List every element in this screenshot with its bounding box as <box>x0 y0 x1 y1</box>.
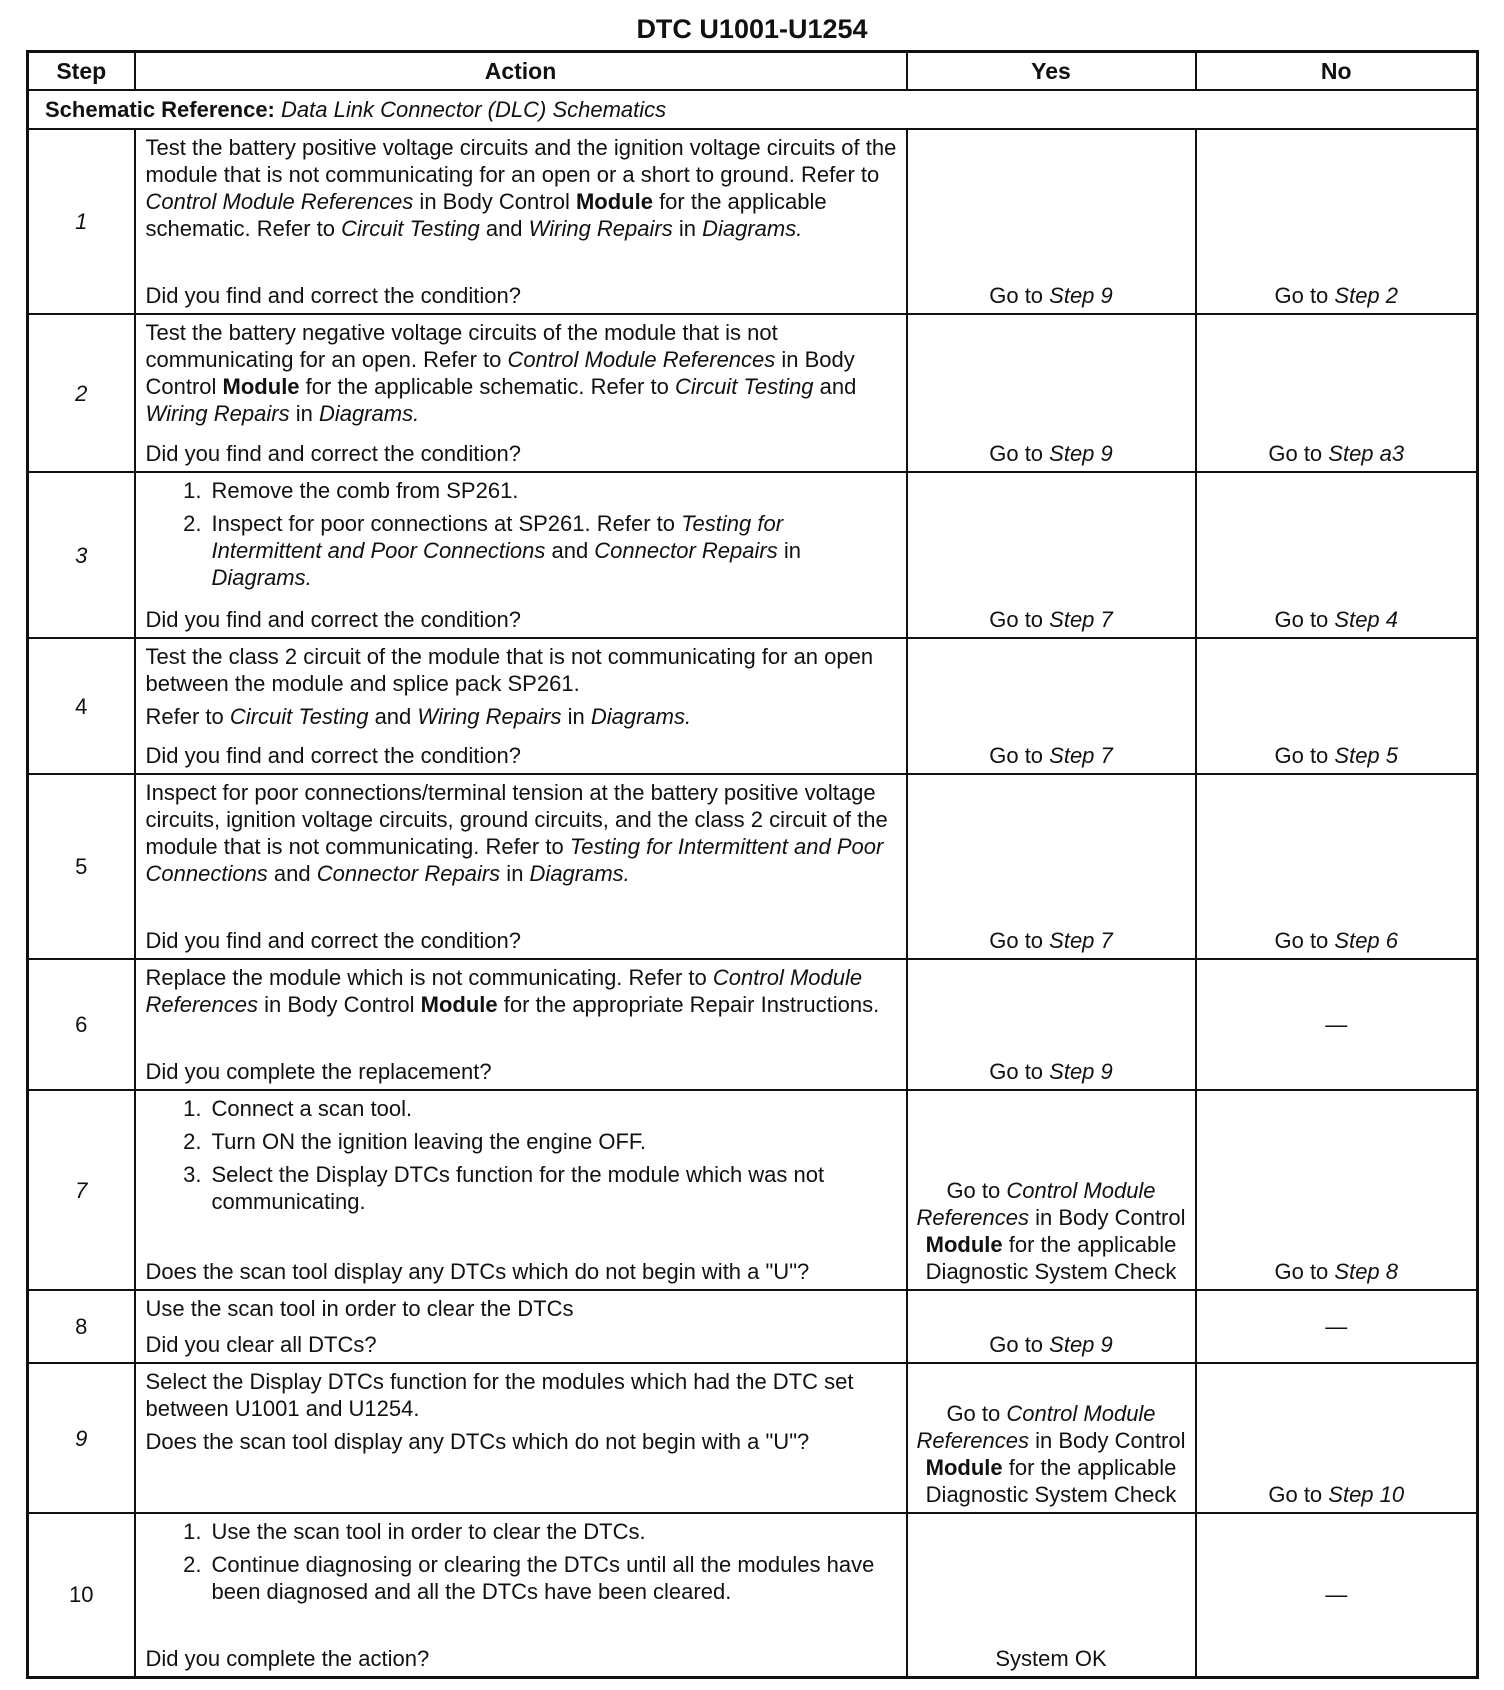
action-cell <box>135 1363 907 1513</box>
text-segment: Go to <box>1274 1259 1335 1284</box>
action-cell <box>135 472 907 638</box>
text-segment: Diagrams. <box>211 565 312 590</box>
action-question: Did you find and correct the condition? <box>145 743 521 768</box>
text-segment: Step 7 <box>1049 928 1113 953</box>
yes-result <box>907 638 1196 774</box>
text-segment: Go to <box>989 1332 1050 1357</box>
yes-result <box>907 129 1196 314</box>
text-segment: Circuit Testing <box>341 216 480 241</box>
text-segment: Select the Display DTCs function for the modules which had the DTC set between U1001 and U1254. <box>145 1369 854 1421</box>
step-number: 4 <box>28 638 135 774</box>
header-row <box>28 52 1478 91</box>
text-segment: and <box>479 216 529 241</box>
table-row <box>28 1090 1478 1290</box>
action-paragraph <box>146 703 898 730</box>
text-segment: Diagrams. <box>590 704 692 729</box>
action-cell <box>135 1090 907 1290</box>
text-segment: in Body Control <box>145 347 855 399</box>
header-yes: Yes <box>907 52 1196 91</box>
yes-result <box>907 774 1196 959</box>
action-cell <box>135 314 907 472</box>
text-segment: Does the scan tool display any DTCs which do not begin with a "U"? <box>145 1429 810 1454</box>
text-segment: Test the battery positive voltage circuits and the ignition voltage circuits of the module that is not communicating for an open or a short to ground. Refer to <box>145 135 897 187</box>
text-segment: Connector Repairs <box>316 861 501 886</box>
diagnostic-table <box>26 50 1479 1679</box>
text-segment: Go to <box>989 441 1050 466</box>
yes-result <box>907 1513 1196 1677</box>
action-cell <box>135 129 907 314</box>
text-segment: Diagrams. <box>529 861 630 886</box>
yes-result <box>907 1363 1196 1513</box>
schematic-link[interactable]: Data Link Connector (DLC) Schematics <box>281 97 667 122</box>
text-segment: for the applicable Diagnostic System Check <box>925 1232 1177 1284</box>
action-question: Did you find and correct the condition? <box>145 283 521 308</box>
no-result <box>1196 1363 1478 1513</box>
text-segment: Step 7 <box>1049 743 1113 768</box>
text-segment: Diagrams. <box>318 401 420 426</box>
action-question: Does the scan tool display any DTCs which do not begin with a "U"? <box>145 1259 810 1284</box>
list-text <box>212 1161 898 1215</box>
text-segment: for the applicable Diagnostic System Check <box>925 1455 1177 1507</box>
yes-result <box>907 959 1196 1090</box>
action-paragraph <box>146 1368 898 1422</box>
text-segment: Continue diagnosing or clearing the DTCs until all the modules have been diagnosed and all the DTCs have been cleared. <box>211 1552 875 1604</box>
text-segment: in Body Control <box>1028 1205 1186 1230</box>
text-segment: Step 9 <box>1049 1059 1113 1084</box>
text-segment: Wiring Repairs <box>417 704 562 729</box>
text-segment: Module <box>925 1455 1003 1480</box>
text-segment: in Body Control <box>1028 1428 1186 1453</box>
step-number: 6 <box>28 959 135 1090</box>
text-segment: Go to <box>989 743 1050 768</box>
step-number: 10 <box>28 1513 135 1677</box>
text-segment: Testing for Intermittent and Poor Connections <box>145 834 884 886</box>
step-number: 2 <box>28 314 135 472</box>
text-segment: Step 7 <box>1049 607 1113 632</box>
text-segment: Use the scan tool in order to clear the DTCs. <box>211 1519 646 1544</box>
step-number: 3 <box>28 472 135 638</box>
text-segment: and <box>368 704 418 729</box>
schematic-label: Schematic Reference: <box>45 97 275 122</box>
text-segment: Control Module References <box>145 189 414 214</box>
header-action: Action <box>135 52 907 91</box>
text-segment: for the applicable schematic. Refer to <box>299 374 675 399</box>
schematic-row <box>28 90 1478 129</box>
text-segment: Step 9 <box>1049 283 1113 308</box>
action-question: Did you clear all DTCs? <box>145 1332 377 1357</box>
list-number: 1. <box>183 478 202 503</box>
list-text <box>212 1128 647 1155</box>
step-number: 5 <box>28 774 135 959</box>
text-segment: Test the class 2 circuit of the module that is not communicating for an open between the module and splice pack SP261. <box>145 644 874 696</box>
no-result <box>1196 314 1478 472</box>
text-segment: Step 9 <box>1049 441 1113 466</box>
text-segment: Wiring Repairs <box>145 401 290 426</box>
text-segment: Go to <box>1268 1482 1329 1507</box>
text-segment: for the applicable schematic. Refer to <box>145 189 827 241</box>
text-segment: Select the Display DTCs function for the module which was not communicating. <box>211 1162 825 1214</box>
table-row <box>28 472 1478 638</box>
text-segment: Go to <box>989 607 1050 632</box>
no-result-none: — <box>1196 959 1478 1090</box>
text-segment: Control Module References <box>145 965 863 1017</box>
text-segment: Remove the comb from SP261. <box>211 478 519 503</box>
text-segment: in <box>561 704 591 729</box>
list-number: 3. <box>183 1162 202 1187</box>
action-paragraph <box>146 134 898 242</box>
text-segment: in <box>289 401 319 426</box>
text-segment: and <box>813 374 857 399</box>
list-text <box>212 1518 646 1545</box>
text-segment: Go to <box>989 1059 1050 1084</box>
action-cell <box>135 638 907 774</box>
text-segment: in <box>777 538 801 563</box>
yes-result <box>907 314 1196 472</box>
table-row <box>28 1290 1478 1363</box>
no-result-none: — <box>1196 1513 1478 1677</box>
list-text <box>212 477 519 504</box>
text-segment: in <box>672 216 703 241</box>
text-segment: Step 2 <box>1334 283 1399 308</box>
table-row <box>28 1363 1478 1513</box>
list-number: 1. <box>183 1519 202 1544</box>
step-number: 1 <box>28 129 135 314</box>
yes-result <box>907 472 1196 638</box>
text-segment: Control Module References <box>916 1178 1156 1230</box>
action-paragraph <box>146 1428 898 1455</box>
list-number: 2. <box>183 511 202 536</box>
action-cell <box>135 1513 907 1677</box>
no-result-none: — <box>1196 1290 1478 1363</box>
text-segment: Use the scan tool in order to clear the DTCs <box>145 1296 574 1321</box>
action-list-item <box>146 1551 898 1605</box>
action-paragraph <box>146 319 898 427</box>
action-question: Did you find and correct the condition? <box>145 928 521 953</box>
text-segment: Diagrams. <box>702 216 803 241</box>
action-paragraph <box>146 1295 898 1322</box>
action-question: Did you find and correct the condition? <box>145 607 521 632</box>
text-segment: Go to <box>946 1178 1007 1203</box>
text-segment: Step 9 <box>1049 1332 1113 1357</box>
text-segment: Go to <box>989 283 1050 308</box>
action-question: Did you complete the replacement? <box>145 1059 492 1084</box>
action-question: Did you find and correct the condition? <box>145 441 521 466</box>
text-segment: in Body Control <box>413 189 576 214</box>
text-segment: Turn ON the ignition leaving the engine OFF. <box>211 1129 647 1154</box>
table-row <box>28 959 1478 1090</box>
text-segment: Refer to <box>145 704 230 729</box>
text-segment: Go to <box>1274 607 1335 632</box>
action-list-item <box>146 510 898 591</box>
table-row <box>28 638 1478 774</box>
no-result <box>1196 638 1478 774</box>
text-segment: and <box>545 538 595 563</box>
text-segment: for the appropriate Repair Instructions. <box>497 992 880 1017</box>
text-segment: Go to <box>1268 441 1329 466</box>
table-row <box>28 129 1478 314</box>
page-title: DTC U1001-U1254 <box>636 14 868 44</box>
text-segment: Go to <box>946 1401 1007 1426</box>
action-list-item <box>146 477 898 504</box>
text-segment: Module <box>575 189 653 214</box>
text-segment: Control Module References <box>507 347 776 372</box>
text-segment: and <box>267 861 317 886</box>
text-segment: Inspect for poor connections at SP261. Refer to <box>211 511 682 536</box>
action-list-item <box>146 1161 898 1215</box>
action-question: Did you complete the action? <box>145 1645 430 1671</box>
no-result <box>1196 1090 1478 1290</box>
action-cell <box>135 959 907 1090</box>
text-segment: Module <box>925 1232 1003 1257</box>
yes-result <box>907 1290 1196 1363</box>
text-segment: Step 5 <box>1334 743 1399 768</box>
header-step: Step <box>28 52 135 91</box>
text-segment: Step 4 <box>1334 607 1399 632</box>
text-segment: Step a3 <box>1328 441 1405 466</box>
text-segment: Replace the module which is not communicating. Refer to <box>145 965 713 990</box>
action-paragraph <box>146 964 898 1018</box>
text-segment: Wiring Repairs <box>528 216 673 241</box>
list-number: 2. <box>183 1552 202 1577</box>
text-segment: System OK <box>995 1645 1107 1671</box>
step-number: 8 <box>28 1290 135 1363</box>
text-segment: Control Module References <box>916 1401 1156 1453</box>
text-segment: Go to <box>1274 283 1335 308</box>
action-paragraph <box>146 643 898 697</box>
text-segment: Circuit Testing <box>674 374 814 399</box>
header-no: No <box>1196 52 1478 91</box>
text-segment: in <box>500 861 530 886</box>
list-text <box>212 510 898 591</box>
action-list-item <box>146 1128 898 1155</box>
list-number: 1. <box>183 1096 202 1121</box>
action-paragraph <box>146 779 898 887</box>
table-row <box>28 774 1478 959</box>
table-row <box>28 1513 1478 1677</box>
text-segment: Test the battery negative voltage circuits of the module that is not communicating for an open. Refer to <box>145 320 778 372</box>
text-segment: Go to <box>1274 928 1335 953</box>
step-number: 9 <box>28 1363 135 1513</box>
text-segment: Go to <box>989 928 1050 953</box>
step-number: 7 <box>28 1090 135 1290</box>
action-list-item <box>146 1518 898 1545</box>
no-result <box>1196 774 1478 959</box>
text-segment: Circuit Testing <box>229 704 369 729</box>
list-text <box>212 1095 413 1122</box>
action-list-item <box>146 1095 898 1122</box>
text-segment: Connect a scan tool. <box>211 1096 413 1121</box>
text-segment: Step 10 <box>1328 1482 1405 1507</box>
text-segment: Inspect for poor connections/terminal tension at the battery positive voltage circuits, ignition voltage circuits, ground circuits, and the class 2 circuit of the module that is not communicating. Refer to <box>145 780 888 859</box>
text-segment: Step 6 <box>1334 928 1399 953</box>
list-number: 2. <box>183 1129 202 1154</box>
text-segment: in Body Control <box>258 992 421 1017</box>
text-segment: Connector Repairs <box>594 538 778 563</box>
action-cell <box>135 1290 907 1363</box>
text-segment: Module <box>222 374 300 399</box>
text-segment: Go to <box>1274 743 1335 768</box>
yes-result <box>907 1090 1196 1290</box>
no-result <box>1196 129 1478 314</box>
text-segment: Module <box>420 992 498 1017</box>
action-cell <box>135 774 907 959</box>
table-row <box>28 314 1478 472</box>
no-result <box>1196 472 1478 638</box>
text-segment: Testing for Intermittent and Poor Connections <box>211 511 784 563</box>
list-text <box>212 1551 898 1605</box>
text-segment: Step 8 <box>1334 1259 1399 1284</box>
